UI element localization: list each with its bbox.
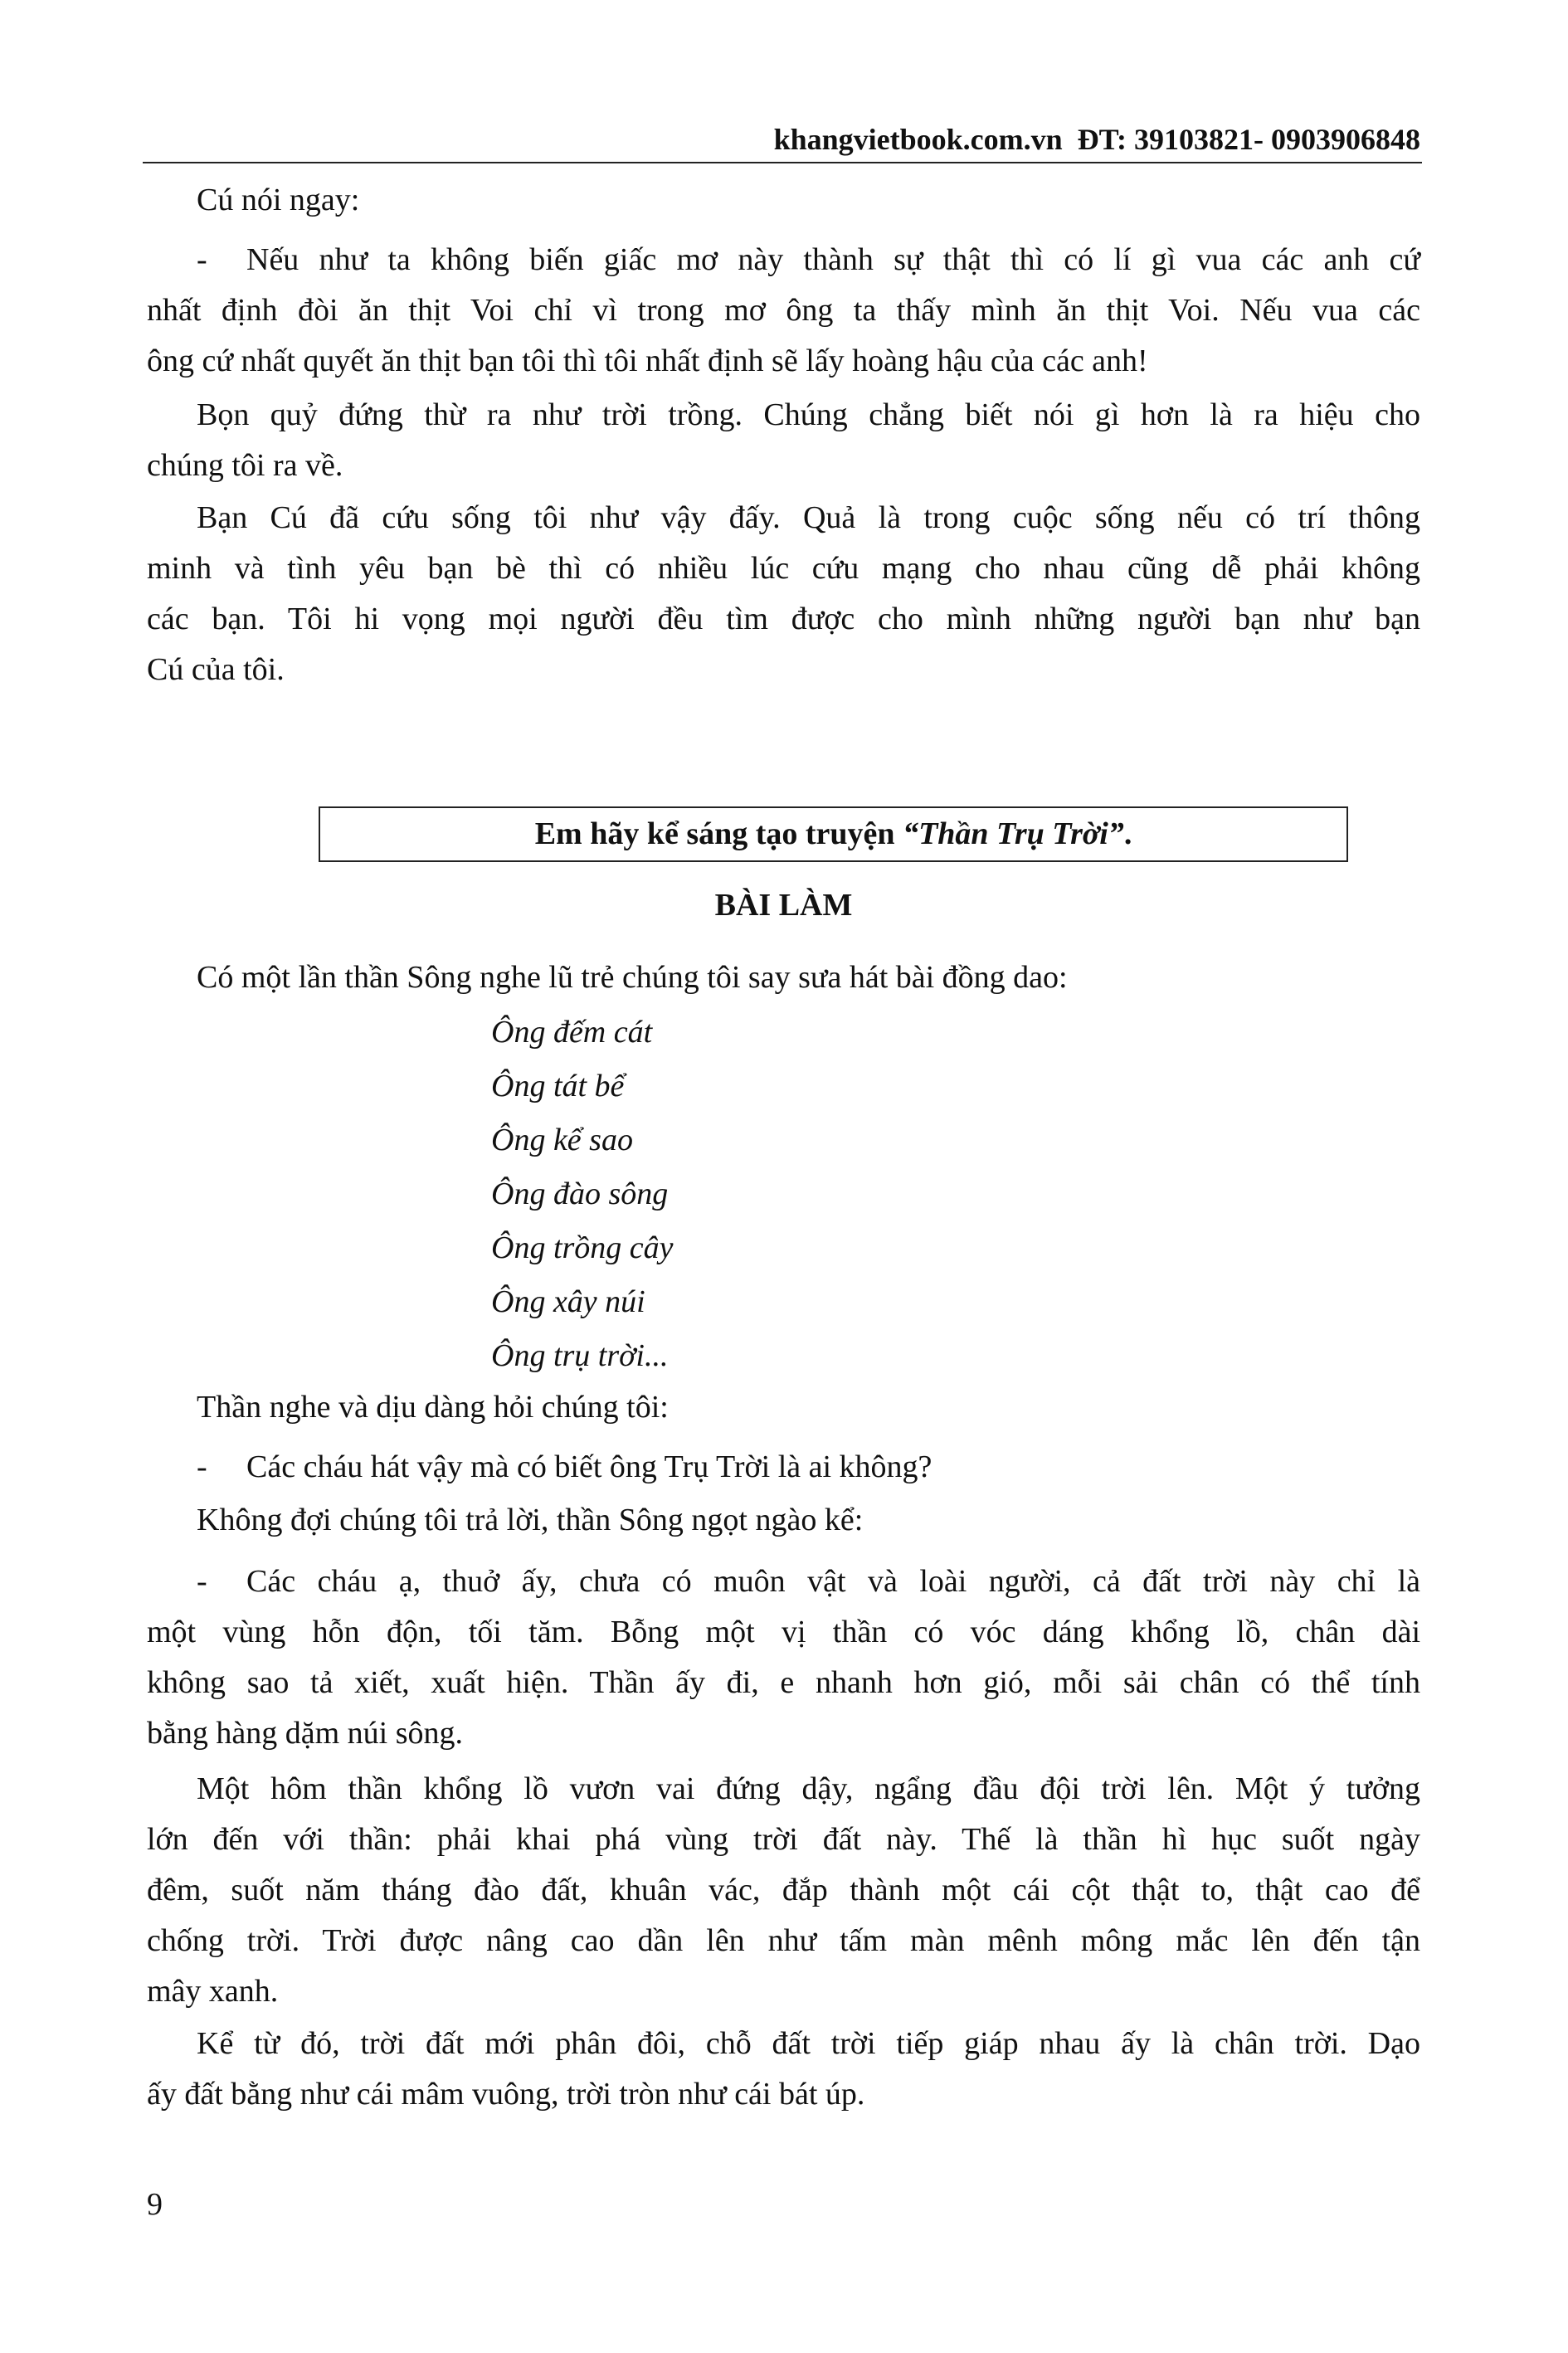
paragraph-line: các bạn. Tôi hi vọng mọi người đều tìm được cho mình những người bạn như bạn [147,602,1420,636]
poem-line: Ông kể sao [491,1123,633,1157]
task-story-title: “Thần Trụ Trời” [903,816,1124,851]
paragraph-line [147,1442,1420,1493]
paragraph-line: lớn đến với thần: phải khai phá vùng trời đất này. Thế là thần hì hục suốt ngày [147,1822,1420,1857]
header-site: khangvietbook.com.vn [773,123,1063,156]
line-text: Các cháu ạ, thuở ấy, chưa có muôn vật và loài người, cả đất trời này chỉ là [246,1564,1420,1599]
poem-line: Ông tát bể [491,1069,625,1103]
task-box [319,806,1348,862]
paragraph [147,952,1420,1003]
section-title: BÀI LÀM [714,888,853,923]
task-suffix: . [1123,816,1132,851]
paragraph-line: chống trời. Trời được nâng cao dần lên như tấm màn mênh mông mắc lên đến tận [147,1923,1420,1958]
poem-line: Ông xây núi [491,1284,645,1319]
dialogue-paragraph [147,235,1420,387]
paragraph-line: ấy đất bằng như cái mâm vuông, trời tròn như cái bát úp. [147,2077,865,2112]
paragraph-line: Thần nghe và dịu dàng hỏi chúng tôi: [197,1390,669,1425]
page-header [147,114,1420,164]
poem-line: Ông đào sông [491,1176,669,1211]
paragraph-line: Cú nói ngay: [197,183,360,217]
paragraph [147,1495,1420,1546]
paragraph-line: Bạn Cú đã cứu sống tôi như vậy đấy. Quả là trong cuộc sống nếu có trí thông [197,500,1420,535]
paragraph-line: nhất định đòi ăn thịt Voi chỉ vì trong mơ ông ta thấy mình ăn thịt Voi. Nếu vua các [147,293,1420,328]
dialogue-paragraph [147,1442,1420,1493]
paragraph-line: mây xanh. [147,1974,279,2009]
paragraph-line: chúng tôi ra về. [147,448,343,483]
paragraph [147,493,1420,695]
poem [491,1006,674,1383]
paragraph-line: minh và tình yêu bạn bè thì có nhiều lúc cứu mạng cho nhau cũng dễ phải không [147,551,1420,586]
poem-line: Ông trụ trời... [491,1338,669,1373]
poem-line: Ông trồng cây [491,1230,674,1265]
page-number: 9 [147,2187,163,2222]
paragraph-line: Cú của tôi. [147,652,285,687]
paragraph-line: Không đợi chúng tôi trả lời, thần Sông ngọt ngào kể: [197,1503,864,1537]
paragraph-line: bằng hàng dặm núi sông. [147,1716,464,1751]
paragraph-line: ông cứ nhất quyết ăn thịt bạn tôi thì tôi nhất định sẽ lấy hoàng hậu của các anh! [147,343,1148,378]
poem-line: Ông đếm cát [491,1015,653,1050]
paragraph-line [147,1556,1420,1607]
dialogue-paragraph [147,1556,1420,1759]
paragraph [147,1382,1420,1433]
paragraph-line: đêm, suốt năm tháng đào đất, khuân vác, đắp thành một cái cột thật to, thật cao để [147,1873,1420,1907]
paragraph [147,2019,1420,2120]
paragraph [147,1764,1420,2017]
dash-marker: - [197,1449,207,1484]
paragraph-line: Có một lần thần Sông nghe lũ trẻ chúng tôi say sưa hát bài đồng dao: [197,960,1068,995]
paragraph-line: Bọn quỷ đứng thừ ra như trời trồng. Chúng chẳng biết nói gì hơn là ra hiệu cho [197,397,1420,432]
paragraph-line: không sao tả xiết, xuất hiện. Thần ấy đi, e nhanh hơn gió, mỗi sải chân có thể tính [147,1665,1420,1700]
paragraph-line: Kể từ đó, trời đất mới phân đôi, chỗ đất trời tiếp giáp nhau ấy là chân trời. Dạo [197,2026,1420,2061]
header-phone: ĐT: 39103821- 0903906848 [1077,123,1420,156]
paragraph-line [147,235,1420,285]
dash-marker: - [197,1564,207,1599]
line-text: Nếu như ta không biến giấc mơ này thành sự thật thì có lí gì vua các anh cứ [246,242,1420,277]
paragraph-line: Một hôm thần khổng lồ vươn vai đứng dậy, ngẩng đầu đội trời lên. Một ý tưởng [197,1771,1420,1806]
line-text: Các cháu hát vậy mà có biết ông Trụ Trời là ai không? [246,1449,933,1484]
task-prefix: Em hãy kể sáng tạo truyện [534,816,903,851]
dash-marker: - [197,242,207,277]
header-rule [143,162,1422,163]
paragraph [147,175,1420,226]
paragraph-line: một vùng hỗn độn, tối tăm. Bỗng một vị thần có vóc dáng khổng lồ, chân dài [147,1615,1420,1649]
paragraph [147,390,1420,491]
